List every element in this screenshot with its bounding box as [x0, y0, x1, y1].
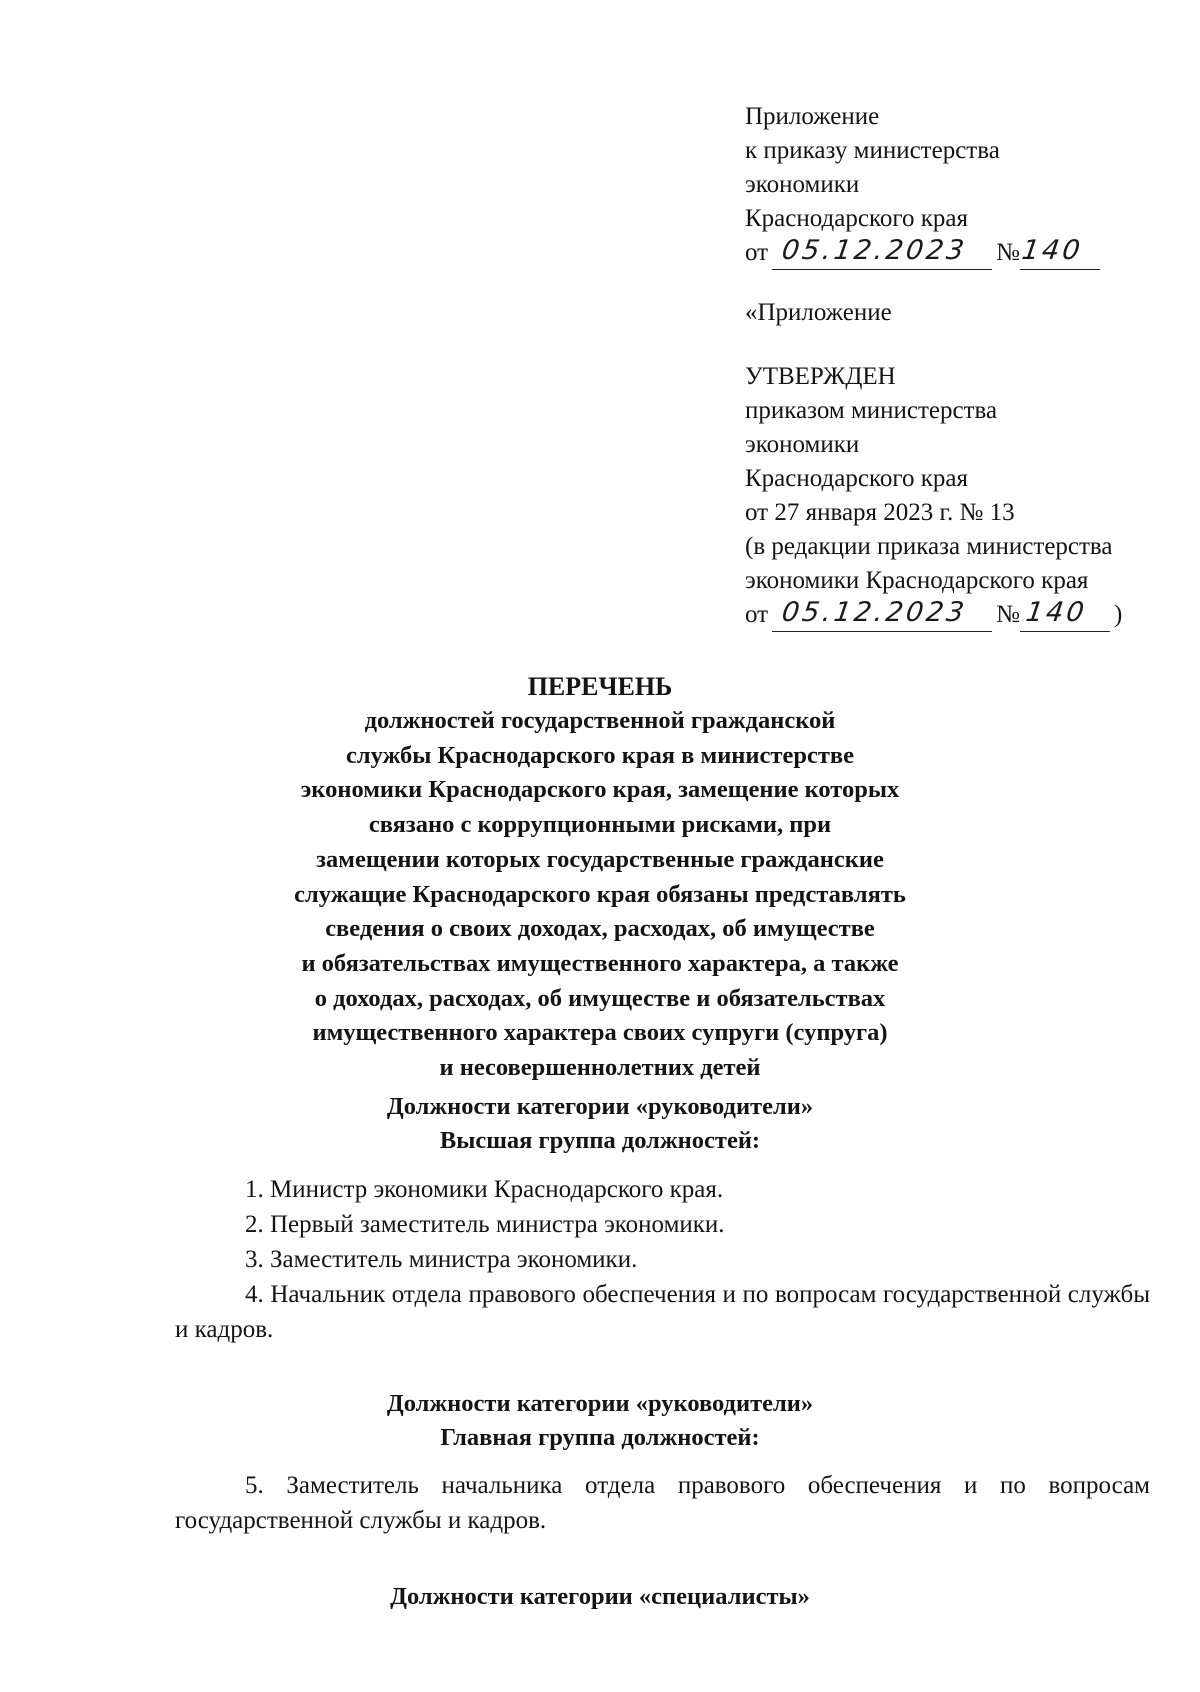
title-line: и несовершеннолетних детей [439, 1054, 761, 1082]
list-item: 1. Министр экономики Краснодарского края. [245, 1176, 724, 1203]
closing-paren: ) [1113, 601, 1123, 628]
title-line: экономики Краснодарского края, замещение которых [300, 776, 900, 804]
list-item: 5. Заместитель начальника отдела правового обеспечения и по вопросам государственной службы и кадров. [175, 1472, 1150, 1534]
list-item: 3. Заместитель министра экономики. [245, 1246, 638, 1273]
approval-line: Краснодарского края [745, 465, 968, 492]
appendix-line: Краснодарского края [745, 205, 968, 232]
position-list-highest [175, 1172, 1150, 1347]
revision-date-line [745, 598, 1175, 632]
title-line: имущественного характера своих супруги (супруга) [312, 1019, 888, 1047]
handwritten-date: 05.12.2023 [780, 597, 969, 628]
order-date-line [745, 236, 1175, 270]
title-line: о доходах, расходах, об имуществе и обязательствах [314, 984, 886, 1012]
section-heading-highest [100, 1090, 1100, 1158]
group-heading: Главная группа должностей: [440, 1424, 760, 1451]
appendix-line: к приказу министерства [745, 137, 1000, 164]
list-item: 2. Первый заместитель министра экономики. [245, 1211, 725, 1238]
category-heading: Должности категории «руководители» [386, 1093, 814, 1120]
date-field [772, 235, 992, 270]
approval-line: приказом министерства [745, 397, 998, 424]
section-heading-specialists [100, 1580, 1100, 1614]
title-line: сведения о своих доходах, расходах, об имуществе [325, 915, 875, 943]
approval-line: (в редакции приказа министерства [745, 533, 1113, 560]
category-heading: Должности категории «руководители» [386, 1390, 814, 1417]
handwritten-date: 05.12.2023 [780, 235, 969, 266]
title-line: связано с коррупционными рисками, при [368, 811, 832, 839]
approval-block [745, 360, 1175, 632]
date-field [772, 597, 992, 632]
title-line: служащие Краснодарского края обязаны представлять [294, 880, 906, 908]
title-line: должностей государственной гражданской [364, 707, 836, 734]
category-heading: Должности категории «специалисты» [390, 1583, 810, 1610]
title-line: службы Краснодарского края в министерстве [346, 741, 854, 769]
list-item: 4. Начальник отдела правового обеспечения и по вопросам государственной службы и кадров. [175, 1281, 1150, 1343]
title-line: и обязательствах имущественного характера, а также [301, 949, 899, 977]
section-heading-main [100, 1387, 1100, 1455]
date-prefix: от [745, 601, 769, 628]
number-field [1020, 597, 1110, 632]
approval-line: экономики Краснодарского края [745, 567, 1089, 594]
approved-label: УТВЕРЖДЕН [745, 363, 896, 390]
group-heading: Высшая группа должностей: [439, 1127, 761, 1154]
number-field [1019, 235, 1100, 270]
approval-line: от 27 января 2023 г. № 13 [745, 499, 1015, 526]
title-heading: ПЕРЕЧЕНЬ [527, 672, 673, 701]
appendix-quote: «Приложение [745, 299, 892, 326]
approval-line: экономики [745, 431, 860, 458]
position-list-main [175, 1468, 1150, 1538]
handwritten-number: 140 [1023, 597, 1089, 628]
document-title [100, 670, 1100, 1086]
date-prefix: от [745, 239, 769, 266]
appendix-line: экономики [745, 171, 860, 198]
number-prefix: № [996, 239, 1020, 266]
number-prefix: № [996, 601, 1020, 628]
appendix-label: Приложение [745, 103, 880, 130]
title-line: замещении которых государственные гражданские [316, 845, 884, 873]
appendix-header [745, 100, 1175, 270]
handwritten-number: 140 [1019, 235, 1085, 266]
